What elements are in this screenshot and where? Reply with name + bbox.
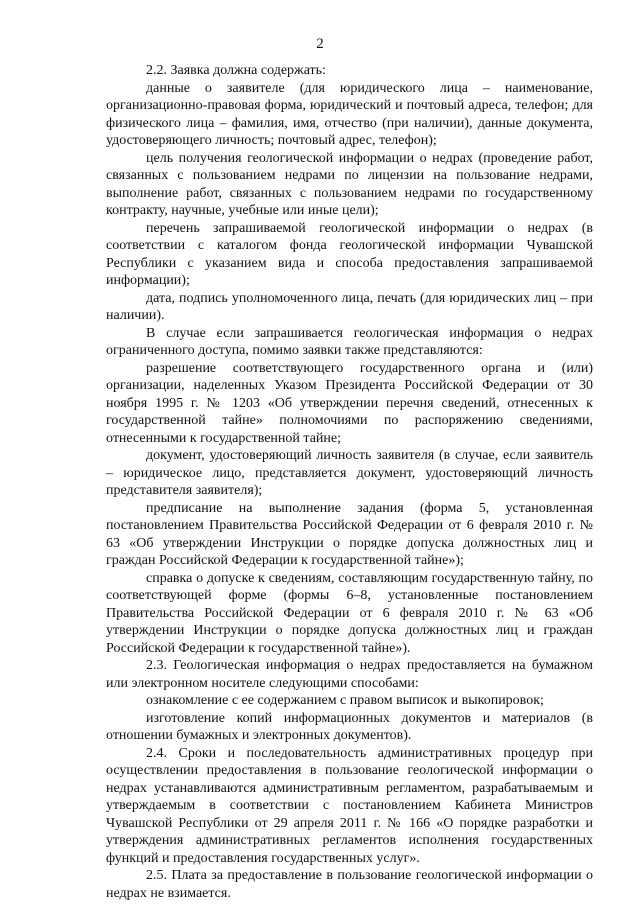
section-2-3: 2.3. Геологическая информация о недрах предоставляется на бумажном или электронном носителе следующими способами: xyxy=(106,658,593,691)
page-number: 2 xyxy=(316,36,324,52)
paragraph-familiarization: ознакомление с ее содержанием с правом выписок и выкопировок; xyxy=(146,693,544,708)
paragraph-permission: разрешение соответствующего государственного органа и (или) организации, наделенных Указом Президента Российской Федерации от 30 ноября 1995 г. № 1203 «Об утверждении перечня сведений, отнесенных к государственной тайне» полномочиями по распоряжению сведениями, отнесенными к государственной тайне; xyxy=(106,360,593,446)
paragraph-applicant-data: данные о заявителе (для юридического лица – наименование, организационно-правовая форма, юридический и почтовый адреса, телефон; для физического лица – фамилия, имя, отчество (при наличии), данные документа, удостоверяющего личность; почтовый адрес, телефон); xyxy=(106,80,593,148)
paragraph-identity-document: документ, удостоверяющий личность заявителя (в случае, если заявитель – юридическое лицо, представляется документ, удостоверяющий личность представителя заявителя); xyxy=(106,448,593,498)
section-heading-2-2: 2.2. Заявка должна содержать: xyxy=(146,63,326,78)
paragraph-purpose: цель получения геологической информации о недрах (проведение работ, связанных с пользованием недрами по лицензии на пользование недрами, выполнение работ, связанных с пользованием недрами по государственному контракту, научные, учебные или иные цели); xyxy=(106,150,593,218)
section-2-4: 2.4. Сроки и последовательность административных процедур при осуществлении предоставления в пользование геологической информации о недрах устанавливаются административным регламентом, разрабатываемым и утверждаемым в соответствии с постановлением Кабинета Министров Чувашской Республики от 29 апреля 2011 г. № 166 «О порядке разработки и утверждения административных регламентов исполнения государственных функций и предоставления государственных услуг». xyxy=(106,745,593,866)
paragraph-requested-list: перечень запрашиваемой геологической информации о недрах (в соответствии с каталогом фонда геологической информации Чувашской Республики с указанием вида и способа предоставления запрашиваемой информации); xyxy=(106,220,593,288)
paragraph-assignment-order: предписание на выполнение задания (форма 5, установленная постановлением Правительства Российской Федерации от 6 февраля 2010 г. № 63 «Об утверждении Инструкции о порядке допуска должностных лиц и граждан Российской Федерации к государственной тайне»); xyxy=(106,500,593,568)
paragraph-clearance-certificate: справка о допуске к сведениям, составляющим государственную тайну, по соответствующей форме (формы 6–8, установленные постановлением Правительства Российской Федерации от 6 февраля 2010 г. № 63 «Об утверждении Инструкции о порядке допуска должностных лиц и граждан Российской Федерации к государственной тайне»). xyxy=(106,570,593,656)
paragraph-date-signature: дата, подпись уполномоченного лица, печать (для юридических лиц – при наличии). xyxy=(106,290,593,323)
document-body xyxy=(106,62,593,902)
paragraph-copies: изготовление копий информационных документов и материалов (в отношении бумажных и электронных документов). xyxy=(106,710,593,743)
paragraph-restricted-access: В случае если запрашивается геологическая информация о недрах ограниченного доступа, помимо заявки также представляются: xyxy=(106,325,593,358)
section-2-5: 2.5. Плата за предоставление в пользование геологической информации о недрах не взимается. xyxy=(106,868,593,901)
